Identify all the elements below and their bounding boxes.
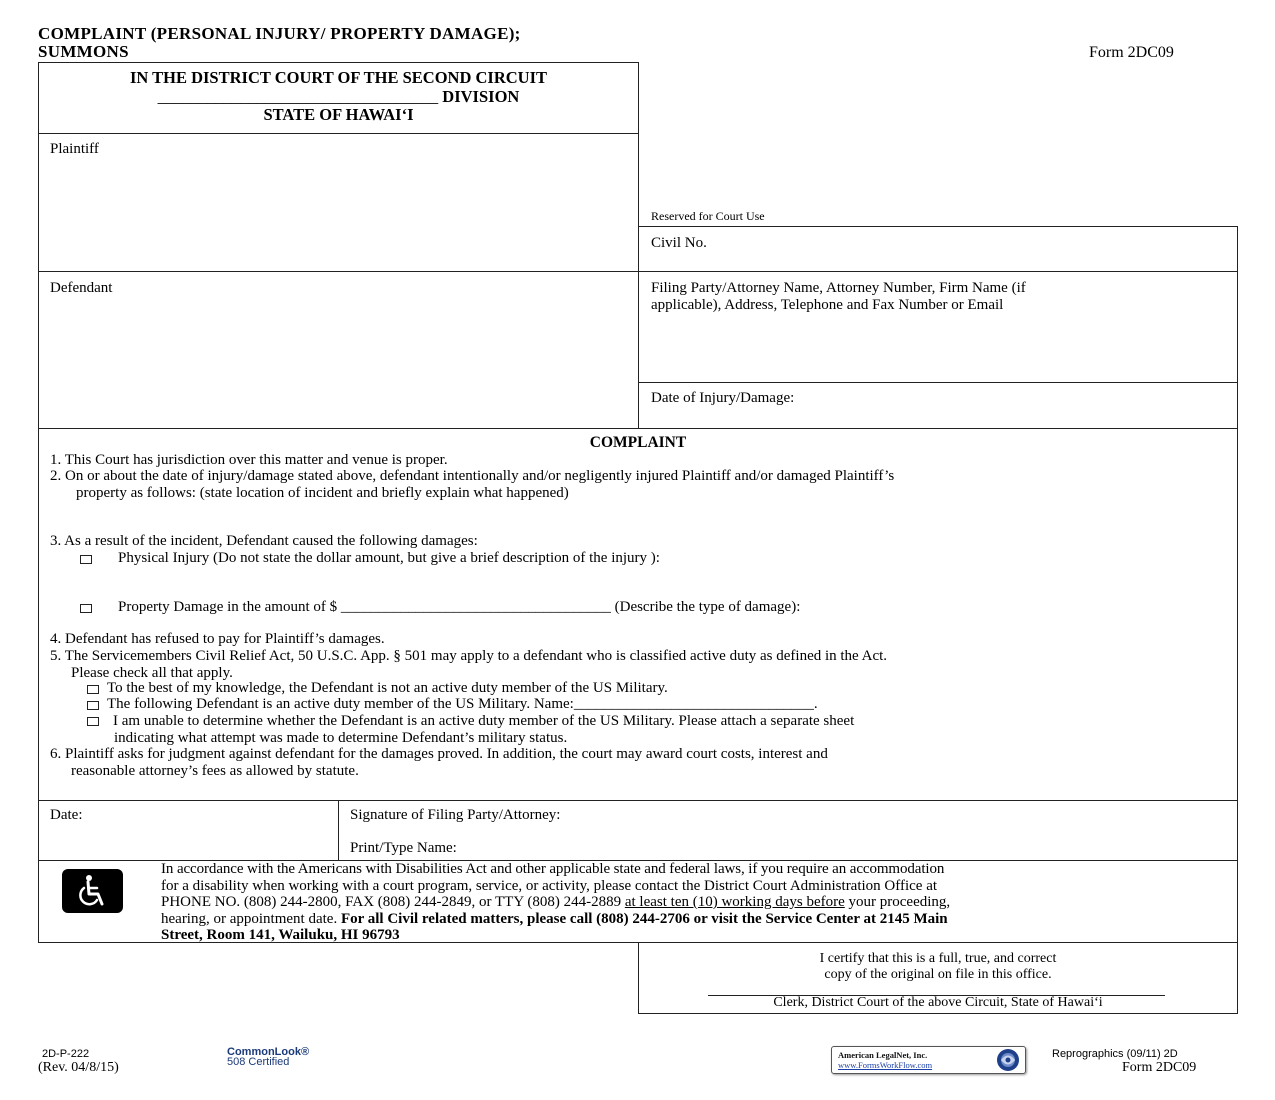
footer-reprographics: Reprographics (09/11) 2D bbox=[1052, 1048, 1178, 1060]
footer-revision: (Rev. 04/8/15) bbox=[38, 1060, 119, 1075]
date-of-injury-label: Date of Injury/Damage: bbox=[651, 390, 795, 406]
military-option-2-checkbox[interactable] bbox=[87, 701, 99, 710]
complaint-item-6-line1: 6. Plaintiff asks for judgment against defendant for the damages proved. In addition, the court may award court costs, interest and bbox=[50, 746, 828, 762]
certification-line1: I certify that this is a full, true, and correct bbox=[819, 951, 1057, 966]
reserved-label: Reserved for Court Use bbox=[651, 209, 765, 223]
ada-line1: In accordance with the Americans with Disabilities Act and other applicable state and federal laws, if you require an accommodation bbox=[161, 861, 945, 877]
ada-civil-matters: For all Civil related matters, please call (808) 244-2706 or visit the Service Center at 2145 Main bbox=[340, 910, 948, 927]
military-option-1-checkbox[interactable] bbox=[87, 685, 99, 694]
aln-badge[interactable] bbox=[831, 1046, 1026, 1074]
print-name-label: Print/Type Name: bbox=[350, 840, 457, 856]
complaint-item-6-line2: reasonable attorney’s fees as allowed by statute. bbox=[71, 762, 359, 779]
ada-line3-end: your proceeding, bbox=[848, 894, 951, 910]
complaint-item-2 bbox=[50, 468, 1230, 501]
civil-no-divider bbox=[638, 271, 1238, 272]
military-option-1-label: To the best of my knowledge, the Defendant is not an active duty member of the US Military. bbox=[107, 680, 668, 696]
physical-injury-label: Physical Injury (Do not state the dollar amount, but give a brief description of the injury ): bbox=[118, 550, 660, 566]
military-option-3-line2: indicating what attempt was made to determine Defendant’s military status. bbox=[114, 729, 568, 746]
incident-description-field[interactable] bbox=[76, 502, 1226, 530]
commonlook-logo: CommonLook® bbox=[227, 1046, 310, 1058]
ada-notice-text bbox=[161, 861, 1229, 944]
form-number: Form 2DC09 bbox=[1089, 44, 1174, 61]
ada-line4 bbox=[161, 911, 1229, 928]
date-of-injury-field[interactable] bbox=[850, 388, 1230, 422]
military-option-3-line1: I am unable to determine whether the Defendant is an active duty member of the US Military. Please attach a separate sheet bbox=[113, 713, 855, 729]
complaint-item-3: 3. As a result of the incident, Defendant caused the following damages: bbox=[50, 533, 478, 549]
filing-party-field[interactable] bbox=[645, 318, 1230, 378]
wheelchair-glyph bbox=[62, 869, 123, 913]
form-title-line2: SUMMONS bbox=[38, 42, 129, 61]
certification-line2: copy of the original on file in this office. bbox=[824, 966, 1052, 982]
state-name: STATE OF HAWAI‘I bbox=[263, 105, 414, 124]
division-label: DIVISION bbox=[442, 86, 520, 106]
print-name-field[interactable] bbox=[500, 836, 1230, 858]
signature-label: Signature of Filing Party/Attorney: bbox=[350, 807, 561, 823]
ada-line3 bbox=[161, 894, 1229, 911]
form-title bbox=[38, 25, 521, 61]
military-option-3-checkbox[interactable] bbox=[87, 717, 99, 726]
filing-party-divider bbox=[638, 382, 1238, 383]
signature-divider bbox=[338, 800, 339, 861]
aln-name: American LegalNet, Inc. bbox=[838, 1050, 928, 1060]
globe-logo-icon bbox=[984, 1047, 1024, 1073]
wheelchair-icon bbox=[62, 869, 123, 913]
court-header bbox=[38, 69, 639, 125]
military-option-3-label bbox=[113, 713, 854, 746]
complaint-item-2-line2: property as follows: (state location of incident and briefly explain what happened) bbox=[76, 484, 569, 501]
complaint-item-5-line1: 5. The Servicemembers Civil Relief Act, 50 U.S.C. App. § 501 may apply to a defendant who is classified active duty as defined in the Act. bbox=[50, 648, 888, 664]
complaint-item-5 bbox=[50, 648, 887, 681]
ada-line4-start: hearing, or appointment date. bbox=[161, 910, 338, 927]
commonlook-cert: 508 Certified bbox=[227, 1056, 290, 1068]
date-field[interactable] bbox=[95, 805, 333, 855]
defendant-field[interactable] bbox=[40, 300, 636, 425]
complaint-item-2-line1: 2. On or about the date of injury/damage stated above, defendant intentionally and/or negligently injured Plaintiff and/or damaged Plaintiff’s bbox=[50, 468, 895, 484]
property-damage-checkbox[interactable] bbox=[80, 604, 92, 613]
civil-no-label: Civil No. bbox=[651, 235, 707, 251]
certification-text bbox=[638, 951, 1238, 982]
filing-party-line2: applicable), Address, Telephone and Fax Number or Email bbox=[651, 296, 1004, 313]
parties-divider bbox=[38, 271, 639, 272]
military-option-2-label: The following Defendant is an active duty member of the US Military. Name:________________________________. bbox=[107, 696, 818, 712]
ada-address: Street, Room 141, Wailuku, HI 96793 bbox=[161, 927, 400, 943]
plaintiff-field[interactable] bbox=[40, 160, 636, 268]
filing-party-label bbox=[651, 280, 1026, 313]
complaint-item-4: 4. Defendant has refused to pay for Plaintiff’s damages. bbox=[50, 631, 385, 647]
footer-form-number: Form 2DC09 bbox=[1122, 1060, 1197, 1075]
form-title-line1: COMPLAINT (PERSONAL INJURY/ PROPERTY DAMAGE); bbox=[38, 24, 521, 43]
physical-injury-checkbox[interactable] bbox=[80, 555, 92, 564]
ada-line2: for a disability when working with a court program, service, or activity, please contact the District Court Administration Office at bbox=[161, 877, 938, 894]
division-line bbox=[38, 88, 639, 107]
injury-description-field[interactable] bbox=[118, 568, 1218, 596]
division-blank: __________________________________ bbox=[157, 86, 439, 106]
property-damage-label: Property Damage in the amount of $ ____________________________________ (Describe the type of damage): bbox=[118, 599, 801, 615]
clerk-label: Clerk, District Court of the above Circuit, State of Hawai‘i bbox=[773, 995, 1103, 1010]
civil-no-field[interactable] bbox=[730, 232, 1230, 266]
plaintiff-label: Plaintiff bbox=[50, 141, 99, 157]
defendant-label: Defendant bbox=[50, 280, 113, 296]
court-name: IN THE DISTRICT COURT OF THE SECOND CIRCUIT bbox=[129, 68, 548, 87]
ada-deadline: at least ten (10) working days before bbox=[624, 894, 845, 910]
aln-url[interactable]: www.FormsWorkFlow.com bbox=[838, 1060, 933, 1070]
filing-party-line1: Filing Party/Attorney Name, Attorney Number, Firm Name (if bbox=[651, 280, 1026, 296]
ada-contact-numbers: PHONE NO. (808) 244-2800, FAX (808) 244-2849, or TTY (808) 244-2889 bbox=[161, 894, 622, 910]
footer-form-code: 2D-P-222 bbox=[42, 1048, 90, 1060]
complaint-item-6 bbox=[50, 746, 828, 779]
date-label: Date: bbox=[50, 807, 83, 823]
complaint-heading: COMPLAINT bbox=[589, 434, 687, 451]
complaint-item-1: 1. This Court has jurisdiction over this matter and venue is proper. bbox=[50, 452, 448, 468]
complaint-item-5-line2: Please check all that apply. bbox=[71, 664, 233, 681]
signature-field[interactable] bbox=[640, 805, 1230, 829]
